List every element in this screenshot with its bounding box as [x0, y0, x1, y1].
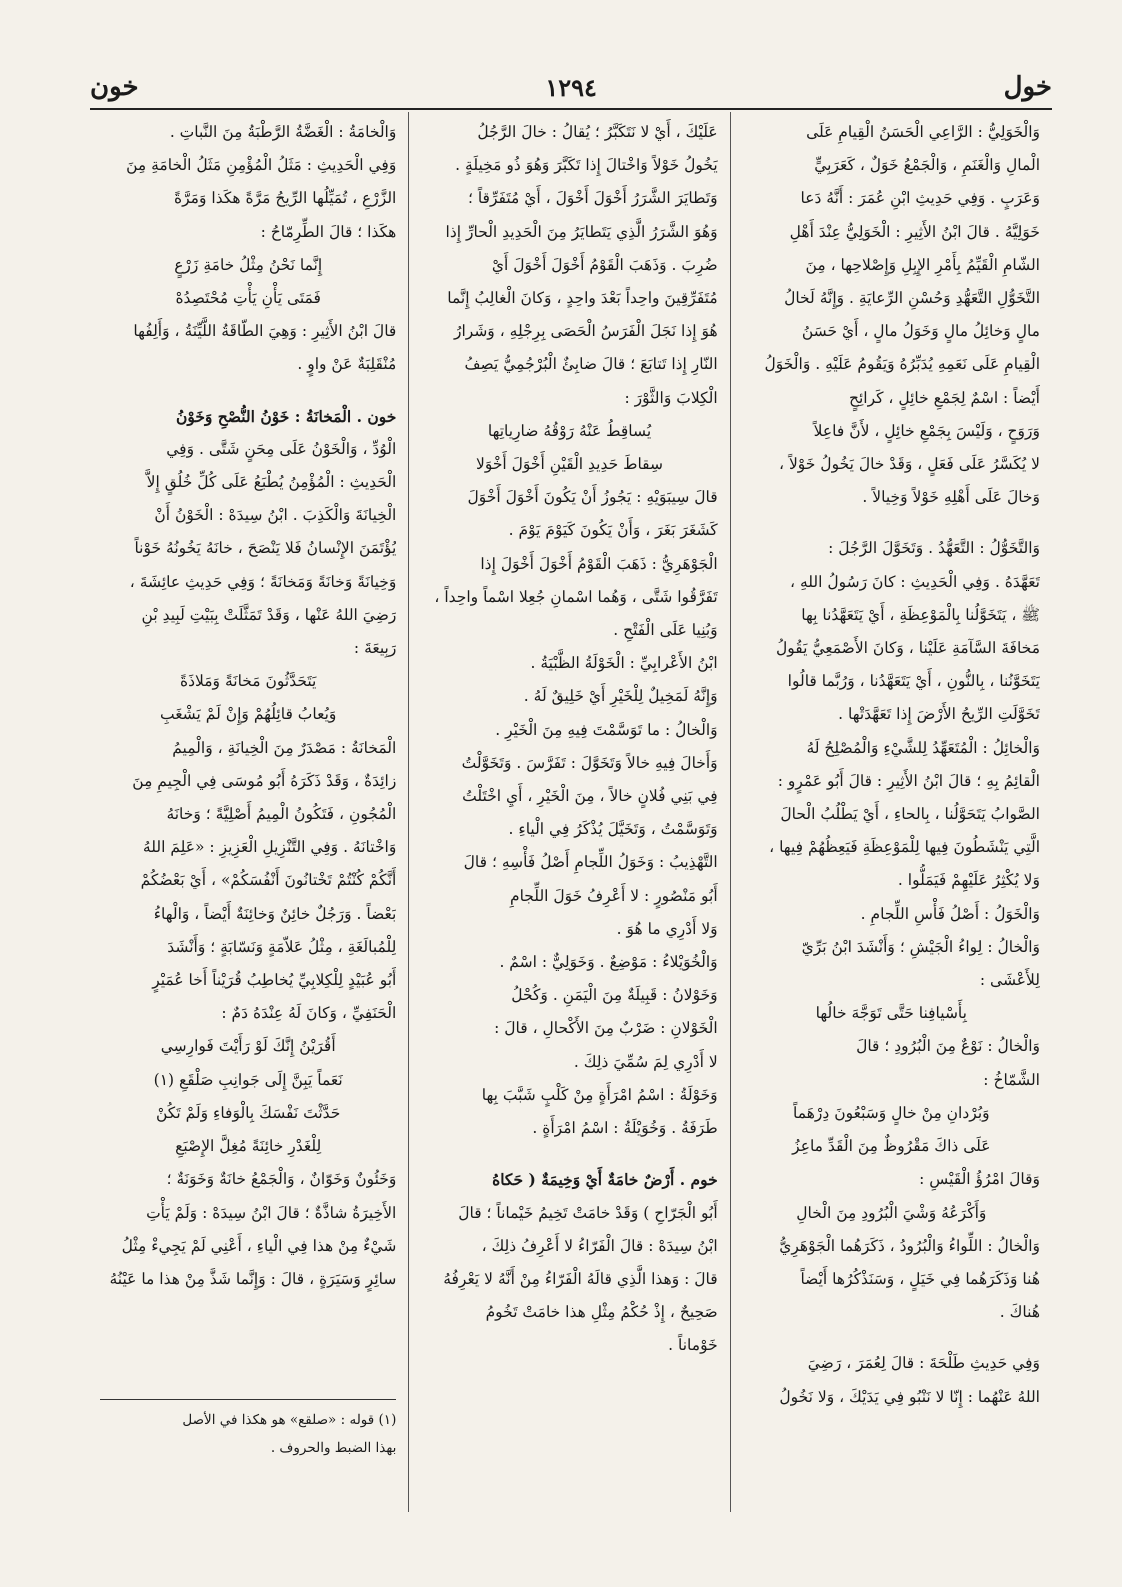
- text-line: شَيْءٌ مِنْ هذا فِي الْياءِ ، أَعْنِي لَمْ يَجِيءْ مِثْلُ: [121, 1236, 397, 1255]
- text-line: أَبُو الْجَرّاحِ ) وَقَدْ خامَتْ تَخِيمُ خَيْماناً ؛ قالَ: [458, 1203, 718, 1222]
- text-line: وَعَرَبٍ . وَفِي حَدِيثِ ابْنِ عُمَرَ : أَنَّهُ دَعا: [800, 189, 1040, 208]
- text-line: اللهُ عَنْهُما : إِنّا لا نَنْبُو فِي يَدَيْكَ ، وَلا نَخُولُ: [779, 1387, 1040, 1406]
- text-line: وَلا يُكْثِرُ عَلَيْهِمْ فَيَمَلُّوا .: [897, 871, 1040, 890]
- text-line: زائِدَةٌ ، وَقَدْ ذَكَرَهُ أَبُو مُوسَى فِي الْجِيمِ مِنَ: [132, 771, 397, 790]
- text-line: بَعْضاً . وَرَجُلٌ خائِنٌ وَخائِنَةٌ أَيْضاً ، وَالْهاءُ: [153, 904, 397, 923]
- text-line: مالٍ وَخائِلُ مالٍ وَخَوَلُ مالٍ ، أَيْ حَسَنُ: [801, 322, 1040, 341]
- column-left-body: [100, 116, 396, 1296]
- text-line: التَّهْذِيبُ : وَخَوَلُ اللِّجامِ أَصْلُ فَأْسِهِ ؛ قالَ: [463, 853, 718, 872]
- header-left-word: خون: [90, 72, 139, 102]
- text-line: الْخَوْلانِ : ضَرْبٌ مِنَ الأَكْحالِ ، قالَ :: [494, 1019, 718, 1038]
- text-line: عَلَيْكَ ، أَيْ لا نَتَكَبَّرُ ؛ يُقالُ : خالَ الرَّجُلُ: [477, 123, 718, 141]
- text-line: أَنَّكُمْ كُنْتُمْ تَخْتانُونَ أَنْفُسَكُمْ» ، أَيْ بَعْضُكُمْ: [140, 871, 397, 890]
- text-line: سائِرٍ وَسَيَرَةٍ ، قالَ : وَإِنَّما شَذَّ مِنْ هذا ما عَيْنُهُ: [109, 1269, 397, 1288]
- text-line: بِأَسْيافِنا حَتَّى تَوَجَّهَ خالُها: [815, 1004, 967, 1023]
- text-line: وَالتَّخَوُّلُ : التَّعَهُّدُ . وَتَخَوَّلَ الرَّجُلَ :: [828, 539, 1040, 558]
- text-line: وَبُرْدانِ مِنْ خالٍ وَسَبْعُونَ دِرْهَماً: [793, 1103, 990, 1122]
- text-line: ضُرِبَ . وَذَهَبَ الْقَوْمُ أَخْوَلَ أَخْوَلَ أَيْ: [491, 255, 718, 274]
- text-line: خَوْماناً .: [668, 1336, 718, 1355]
- text-line: قالَ ابْنُ الأَثِيرِ : وَهِيَ الطّاقَةُ اللَّيِّنَةُ ، وَأَلِفُها: [133, 322, 397, 341]
- text-line: سِقاطَ حَدِيدِ الْقَيْنِ أَخْوَلَ أَخْوَلا: [476, 455, 663, 474]
- text-line: رَضِيَ اللهُ عَنْها ، وَقَدْ تَمَثَّلَتْ بِبَيْتِ لَبِيدِ بْنِ: [141, 605, 397, 624]
- entry-head-line: خون . الْمَخانَةُ : خَوْنُ النُّصْحِ وَخَوْنُ: [175, 406, 397, 426]
- text-line: لا يُكَسَّرُ عَلَى فَعَلٍ ، وَقَدْ خالَ يَخُولُ خَوْلاً ،: [779, 455, 1040, 474]
- text-line: يَتَخَوَّنُنا ، بِالنُّونِ ، أَيْ يَتَعَهَّدُنا ، وَرُبَّما قالُوا: [787, 672, 1040, 691]
- text-line: يَخُولُ خَوْلاً وَاخْتالَ إِذا تَكَبَّرَ وَهُوَ ذُو مَخِيلَةٍ .: [455, 156, 718, 175]
- text-line: الْجَوْهَرِيُّ : ذَهَبَ الْقَوْمُ أَخْوَلَ أَخْوَلَ إِذا: [480, 554, 718, 573]
- text-line: الْكِلابَ وَالثَّوْرَ :: [624, 388, 718, 407]
- text-line: الْوُدِّ ، وَالْخَوْنُ عَلَى مِحَنٍ شَتَّى . وَفِي: [166, 439, 397, 458]
- text-line: لِلْمُبالَغَةِ ، مِثْلُ عَلاّمَةٍ وَنَسّابَةٍ ؛ وَأَنْشَدَ: [167, 937, 397, 956]
- text-line: هكَذا ؛ قالَ الطِّرِمّاحُ :: [260, 222, 397, 241]
- text-line: الشّامِ الْقَيِّمُ بِأَمْرِ الإِبِلِ وَإِصْلاحِها ، مِنَ: [805, 255, 1040, 274]
- text-line: أَبُو عُبَيْدٍ لِلْكِلابِيِّ يُخاطِبُ قُرَيْناً أَخا عُمَيْرٍ: [152, 971, 397, 990]
- text-line: لِلْغَدْرِ خائِنَةً مُغِلَّ الإِصْبَعِ: [175, 1137, 322, 1156]
- text-line: تَعَهَّدَهُ . وَفِي الْحَدِيثِ : كانَ رَسُولُ اللهِ ،: [790, 572, 1040, 591]
- text-line: قالَ : وَهذا الَّذِي قالَهُ الْفَرّاءُ مِنْ أَنَّهُ لا يَعْرِفُهُ: [443, 1269, 718, 1288]
- text-line: نَعَماً يَبِنَّ إِلَى جَوانِبِ صَلْقَعِ (١): [153, 1070, 343, 1089]
- page-header: [90, 62, 1052, 110]
- text-line: فِي بَنِي فُلانٍ خالاً ، مِنَ الْخَيْرِ ، أَيِ اخْتَلْتُ: [462, 787, 718, 806]
- text-line: يُساقِطُ عَنْهُ رَوْقُهُ ضارِياتِها: [487, 421, 652, 440]
- column-middle: [409, 112, 730, 1512]
- text-line: وَتَطايَرَ الشَّرَرُ أَخْوَلَ أَخْوَلَ ، أَيْ مُتَفَرِّقاً ؛: [467, 189, 718, 208]
- entry-head-line: خوم . أَرْضٌ خامَةٌ أَيْ وَخِيمَةٌ ( حَكاهُ: [492, 1170, 718, 1190]
- text-line: صَحِيحٌ ، إِذْ حُكْمُ مِثْلِ هذا خامَتْ تَخُومُ: [485, 1303, 718, 1322]
- text-line: وَالْخَوَلُ : أَصْلُ فَأْسِ اللِّجامِ .: [860, 904, 1040, 923]
- text-line: وَخَئُونٌ وَخَوّانٌ ، وَالْجَمْعُ خانَةٌ وَخَوَنَةٌ ؛: [166, 1170, 397, 1189]
- text-line: الَّتِي يَنْشَطُونَ فِيها لِلْمَوْعِظَةِ فَيَعِظُهُمْ فِيها ،: [769, 838, 1040, 857]
- text-line: ﷺ ، يَتَخَوَّلُنا بِالْمَوْعِظَةِ ، أَيْ يَتَعَهَّدُنا بِها: [801, 605, 1040, 624]
- text-line: وَخِيانَةً وَخانَةً وَمَخانَةً ؛ وَفِي حَدِيثِ عائِشَةَ ،: [129, 572, 397, 591]
- text-line: وَخَوْلَةُ : اسْمُ امْرَأَةٍ مِنْ كَلْبٍ شَبَّبَ بِها: [481, 1085, 718, 1104]
- text-line: الْحَدِيثِ : الْمُؤْمِنُ يُطْبَعُ عَلَى كُلِّ خُلُقٍ إِلاَّ: [146, 473, 397, 492]
- text-line: يُؤْتَمَنَ الإِنْسانُ فَلا يَنْصَحَ ، خانَهُ يَخُونُهُ خَوْناً: [134, 539, 397, 558]
- text-line: ابْنُ الأَعْرابِيِّ : الْخَوْلَةُ الظَّبْيَةُ .: [530, 654, 718, 673]
- column-left: [88, 112, 409, 1512]
- text-line: وَهُوَ الشَّرَرُ الَّذِي يَتَطايَرُ مِنَ الْحَدِيدِ الْحارِّ إِذا: [445, 222, 718, 241]
- text-line: فَمَتَى يَأْنِ يَأْتِ مُحْتَصِدُهْ: [175, 289, 321, 308]
- text-line: طَرَفَةُ . وَخُوَيْلَةُ : اسْمُ امْرَأَةٍ .: [532, 1119, 718, 1138]
- text-line: هُناكَ .: [999, 1303, 1040, 1322]
- text-line: الْخِيانَةَ وَالْكَذِبَ . ابْنُ سِيدَهْ : الْخَوْنُ أَنْ: [154, 506, 397, 525]
- text-line: وَفِي الْحَدِيثِ : مَثَلُ الْمُؤْمِنِ مَثَلُ الْخامَةِ مِنَ: [126, 156, 397, 175]
- text-line: يَتَحَدَّثُونَ مَخانَةً وَمَلاذَةً: [179, 672, 317, 691]
- text-line: وَالْخائِلُ : الْمُتَعَهِّدُ لِلشَّيْءِ وَالْمُصْلِحُ لَهُ: [806, 738, 1040, 757]
- text-columns: [88, 112, 1052, 1512]
- text-line: خَوَلِيَّهُ . قالَ ابْنُ الأَثِيرِ : الْخَوَلِيُّ عِنْدَ أَهْلِ: [789, 222, 1040, 241]
- text-line: مُنْقَلِبَةٌ عَنْ واوٍ .: [297, 355, 397, 374]
- text-line: تَخَوَّلَتِ الرِّيحُ الأَرْضَ إِذا تَعَهَّدَتْها .: [838, 705, 1040, 724]
- text-line: وَقالَ امْرُؤُ الْقَيْسِ :: [919, 1170, 1040, 1189]
- text-line: الشَّمّاخُ :: [983, 1070, 1040, 1089]
- text-line: وَالْخالُ : اللِّواءُ وَالْبُرُودُ ، ذَكَرَهُما الْجَوْهَرِيُّ: [779, 1236, 1040, 1255]
- footnote-line: (١) قوله : «صلقع» هو هكذا في الأصل: [182, 1412, 397, 1428]
- footnote-line: بهذا الضبط والحروف .: [270, 1440, 397, 1456]
- text-line: الْمَخانَةُ : مَصْدَرٌ مِنَ الْخِيانَةِ ، وَالْمِيمُ: [172, 738, 397, 757]
- text-line: الْمُجُونِ ، فَتَكُونُ الْمِيمُ أَصْلِيَّةً ؛ وَخانَهُ: [166, 805, 397, 824]
- text-line: الْمالِ وَالْغَنَمِ ، وَالْجَمْعُ خَوَلٌ ، كَعَرَبِيٍّ: [814, 156, 1040, 175]
- text-line: وَخالَ عَلَى أَهْلِهِ خَوْلاً وَخِيالاً .: [862, 488, 1040, 507]
- text-line: الصَّوابُ يَتَحَوَّلُنا ، بِالحاءِ ، أَيْ يَطْلُبُ الْحالَ: [780, 805, 1040, 824]
- text-line: إِنَّما نَحْنُ مِثْلُ خامَةِ زَرْعٍ: [174, 255, 323, 274]
- text-line: وَالْخامَةُ : الْغَضَّةُ الرَّطْبَةُ مِنَ النَّباتِ .: [169, 123, 397, 141]
- text-line: مُتَفَرِّقِينَ واحِداً بَعْدَ واحِدٍ ، وَكانَ الْغالِبُ إِنَّما: [447, 289, 718, 308]
- text-line: رَبِيعَةَ :: [353, 639, 397, 658]
- text-line: أَيْضاً : اسْمٌ لِجَمْعِ خائِلٍ ، كَرائِحٍ: [848, 388, 1040, 407]
- text-line: وَالْخالُ : ما تَوَسَّمْتَ فِيهِ مِنَ الْخَيْرِ .: [495, 720, 718, 739]
- text-line: تَفَرَّقُوا شَتَّى ، وَهُما اسْمانِ جُعِلا اسْماً واحِداً ،: [434, 587, 718, 606]
- page-number: ١٢٩٤: [545, 73, 597, 102]
- text-line: أَقُرَيْنُ إِنَّكَ لَوْ رَأَيْتَ فَوارِسِي: [160, 1037, 336, 1056]
- text-line: وَإِنَّهُ لَمَخِيلٌ لِلْخَيْرِ أَيْ خَلِيقٌ لَهُ .: [523, 687, 718, 706]
- text-line: وَتَوَسَّمْتُ ، وَتَخَيَّلَ يُذْكَرُ فِي الْياءِ .: [508, 820, 718, 839]
- text-line: مَخافَةَ السَّآمَةِ عَلَيْنا ، وَكانَ الأَصْمَعِيُّ يَقُولُ: [775, 639, 1040, 658]
- text-line: الزَّرْعِ ، تُمَيِّلُها الرِّيحُ مَرَّةً هكَذا وَمَرَّةً: [174, 189, 397, 208]
- text-line: وَيُعابُ قائِلُهُمْ وَإِنْ لَمْ يَشْغَبِ: [159, 705, 337, 724]
- header-right-word: خول: [1003, 72, 1052, 102]
- text-line: الْحَنَفِيِّ ، وَكانَ لَهُ عِنْدَهُ دَمٌ :: [221, 1004, 397, 1023]
- text-line: الْقائِمُ بِهِ ؛ قالَ ابْنُ الأَثِيرِ : قالَ أَبُو عَمْرٍو :: [777, 771, 1040, 790]
- text-line: وَالْخُوَيْلاءُ : مَوْضِعٌ . وَخَوَلِيٌّ : اسْمٌ .: [499, 953, 718, 972]
- text-line: وَالْخالُ : نَوْعٌ مِنَ الْبُرُودِ ؛ قالَ: [856, 1037, 1040, 1056]
- footnote: [100, 1399, 396, 1462]
- text-line: وَاخْتانَهُ . وَفِي التَّنْزِيلِ الْعَزِيزِ : «عَلِمَ اللهُ: [142, 838, 397, 857]
- text-line: لِلأَعْشَى :: [979, 971, 1040, 990]
- text-line: لا أَدْرِي لِمَ سُمِّيَ ذلِكَ .: [573, 1052, 718, 1071]
- text-line: كَشَغَرَ بَغَرَ ، وَأَنْ يَكُونَ كَيَوْمَ يَوْمَ .: [508, 521, 718, 540]
- text-line: ابْنُ سِيدَهْ : قالَ الْفَرّاءُ لا أَعْرِفُ ذلِكَ ،: [481, 1236, 718, 1255]
- text-line: الأَخِيرَةُ شاذَّةٌ ؛ قالَ ابْنُ سِيدَهْ : وَلَمْ يَأْتِ: [146, 1203, 397, 1222]
- text-line: وَالْخَوَلِيُّ : الرَّاعِي الْحَسَنُ الْقِيامِ عَلَى: [806, 123, 1040, 141]
- text-line: وَخَوْلانُ : قَبِيلَةٌ مِنَ الْيَمَنِ . وَكُحْلُ: [511, 986, 718, 1005]
- text-line: وَلا أَدْرِي ما هُوَ .: [616, 919, 718, 938]
- text-line: عَلَى ذاكَ مَقْرُوظٌ مِنَ الْقَدِّ ماعِزُ: [792, 1137, 991, 1156]
- text-line: وَفِي حَدِيثِ طَلْحَةَ : قالَ لِعُمَرَ ، رَضِيَ: [807, 1354, 1040, 1373]
- text-line: وَأَكْرَعُهُ وَشْيَ الْبُرُودِ مِنَ الْخالِ: [796, 1203, 987, 1222]
- text-line: هُنا وَذَكَرَهُما فِي خَيَلٍ ، وَسَنَذْكُرُها أَيْضاً: [800, 1269, 1040, 1288]
- text-line: وَبُنِيا عَلَى الْفَتْحِ .: [613, 621, 718, 640]
- text-line: وَالْخالُ : لِواءُ الْجَيْشِ ؛ وَأَنْشَدَ ابْنُ بَرِّيّ: [801, 937, 1040, 956]
- text-line: قالَ سِيبَوَيْهِ : يَجُوزُ أَنْ يَكُونَ أَخْوَلَ أَخْوَلَ: [467, 488, 718, 507]
- text-line: أَبُو مَنْصُورٍ : لا أَعْرِفُ خَوَلَ اللِّجامِ: [509, 886, 718, 905]
- column-right: [731, 112, 1052, 1512]
- text-line: وَأَخالَ فِيهِ خالاً وَتَخَوَّلَ : تَفَرَّسَ . وَتَخَوَّلْتُ: [461, 753, 718, 772]
- text-line: هُوَ إِذا نَجَلَ الْفَرَسُ الْحَصَى بِرِجْلِهِ ، وَشَرارُ: [453, 322, 718, 341]
- text-line: وَرَوَحٍ ، وَلَيْسَ بِجَمْعِ خائِلٍ ، لأَنَّ فاعِلاً: [813, 421, 1040, 440]
- text-line: التَّخَوُّلِ التَّعَهُّدِ وَحُسْنِ الرِّعايَةِ . وَإِنَّهُ لَخالُ: [784, 289, 1040, 308]
- text-line: النّارِ إِذا تَتابَعَ ؛ قالَ ضابِئٌ الْبُرْجُمِيُّ يَصِفُ: [464, 355, 718, 374]
- text-line: حَدَّثْتَ نَفْسَكَ بِالْوَفاءِ وَلَمْ تَكُنْ: [155, 1103, 341, 1122]
- text-line: الْقِيامِ عَلَى نَعَمِهِ يُدَبِّرُهُ وَيَقُومُ عَلَيْهِ . وَالْخَوَلُ: [764, 355, 1040, 374]
